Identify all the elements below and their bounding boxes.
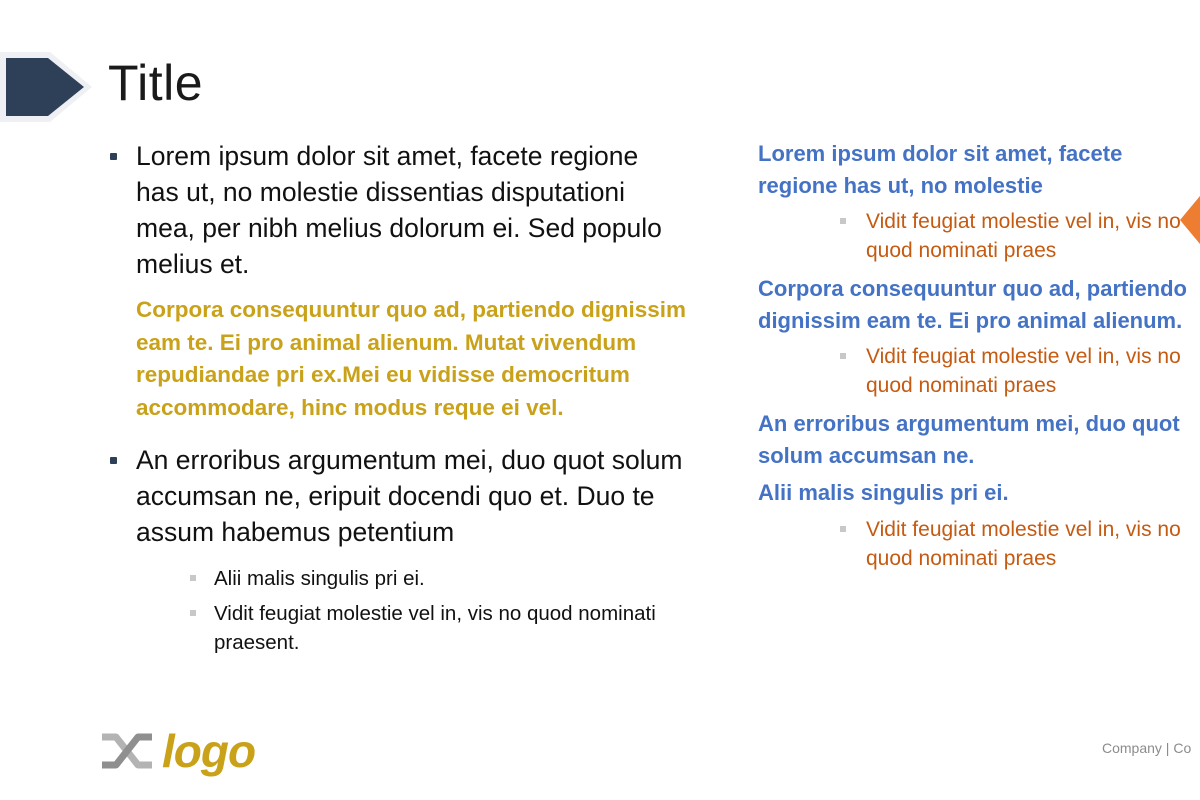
- sub-bullet-item: [186, 599, 688, 657]
- sub-bullet-icon: [190, 610, 196, 616]
- sub-bullet-icon: [190, 575, 196, 581]
- title-arrow-icon: [0, 44, 96, 130]
- sub-bullet-text: Alii malis singulis pri ei.: [214, 567, 425, 590]
- footer-company: Company | Co: [1102, 740, 1192, 756]
- bullet-item-1: [108, 138, 688, 424]
- left-content: [108, 138, 688, 663]
- right-heading-4: Alii malis singulis pri ei.: [758, 480, 1009, 505]
- sub-bullet-list: [108, 564, 688, 657]
- right-heading-1: Lorem ipsum dolor sit amet, facete regione has ut, no molestie: [758, 141, 1123, 198]
- bullet-icon: [110, 457, 117, 464]
- sub-bullet-text: Vidit feugiat molestie vel in, vis no quod nominati praesent.: [214, 602, 656, 654]
- bullet-item-2: [108, 442, 688, 550]
- bullet-text-2: An erroribus argumentum mei, duo quot solum accumsan ne, eripuit docendi quo et. Duo te assum habemus petentium: [136, 445, 683, 547]
- company-logo: [100, 724, 255, 778]
- highlight-paragraph: Corpora consequuntur quo ad, partiendo dignissim eam te. Ei pro animal alienum. Mutat vivendum repudiandae pri ex.Mei eu vidisse democritum accommodare, hinc modus reque ei vel.: [136, 297, 687, 420]
- slide-title: Title: [108, 55, 204, 111]
- right-sub-text: Vidit feugiat molestie vel in, vis no quod nominati praes: [866, 517, 1181, 570]
- right-heading-3: An erroribus argumentum mei, duo quot solum accumsan ne.: [758, 411, 1180, 468]
- right-content: [758, 138, 1188, 581]
- sub-bullet-icon: [840, 526, 846, 532]
- bullet-text-1: Lorem ipsum dolor sit amet, facete regione has ut, no molestie dissentias disputationi mea, per nibh melius dolorum ei. Sed populo melius et.: [136, 141, 662, 279]
- right-sub-text: Vidit feugiat molestie vel in, vis no quod nominati praes: [866, 210, 1181, 262]
- right-sub-item-3: [758, 515, 1188, 573]
- sub-bullet-item: [186, 564, 688, 593]
- right-sub-text: Vidit feugiat molestie vel in, vis no quod nominati praes: [866, 345, 1181, 397]
- bullet-icon: [110, 153, 117, 160]
- triangle-left-icon: [1180, 196, 1200, 244]
- right-sub-item-1: [758, 207, 1188, 265]
- crossed-arrows-icon: [100, 729, 154, 773]
- right-sub-item-2: [758, 342, 1188, 400]
- sub-bullet-icon: [840, 353, 846, 359]
- right-heading-2: Corpora consequuntur quo ad, partiendo dignissim eam te. Ei pro animal alienum.: [758, 276, 1187, 333]
- sub-bullet-icon: [840, 218, 846, 224]
- logo-text: logo: [162, 725, 256, 777]
